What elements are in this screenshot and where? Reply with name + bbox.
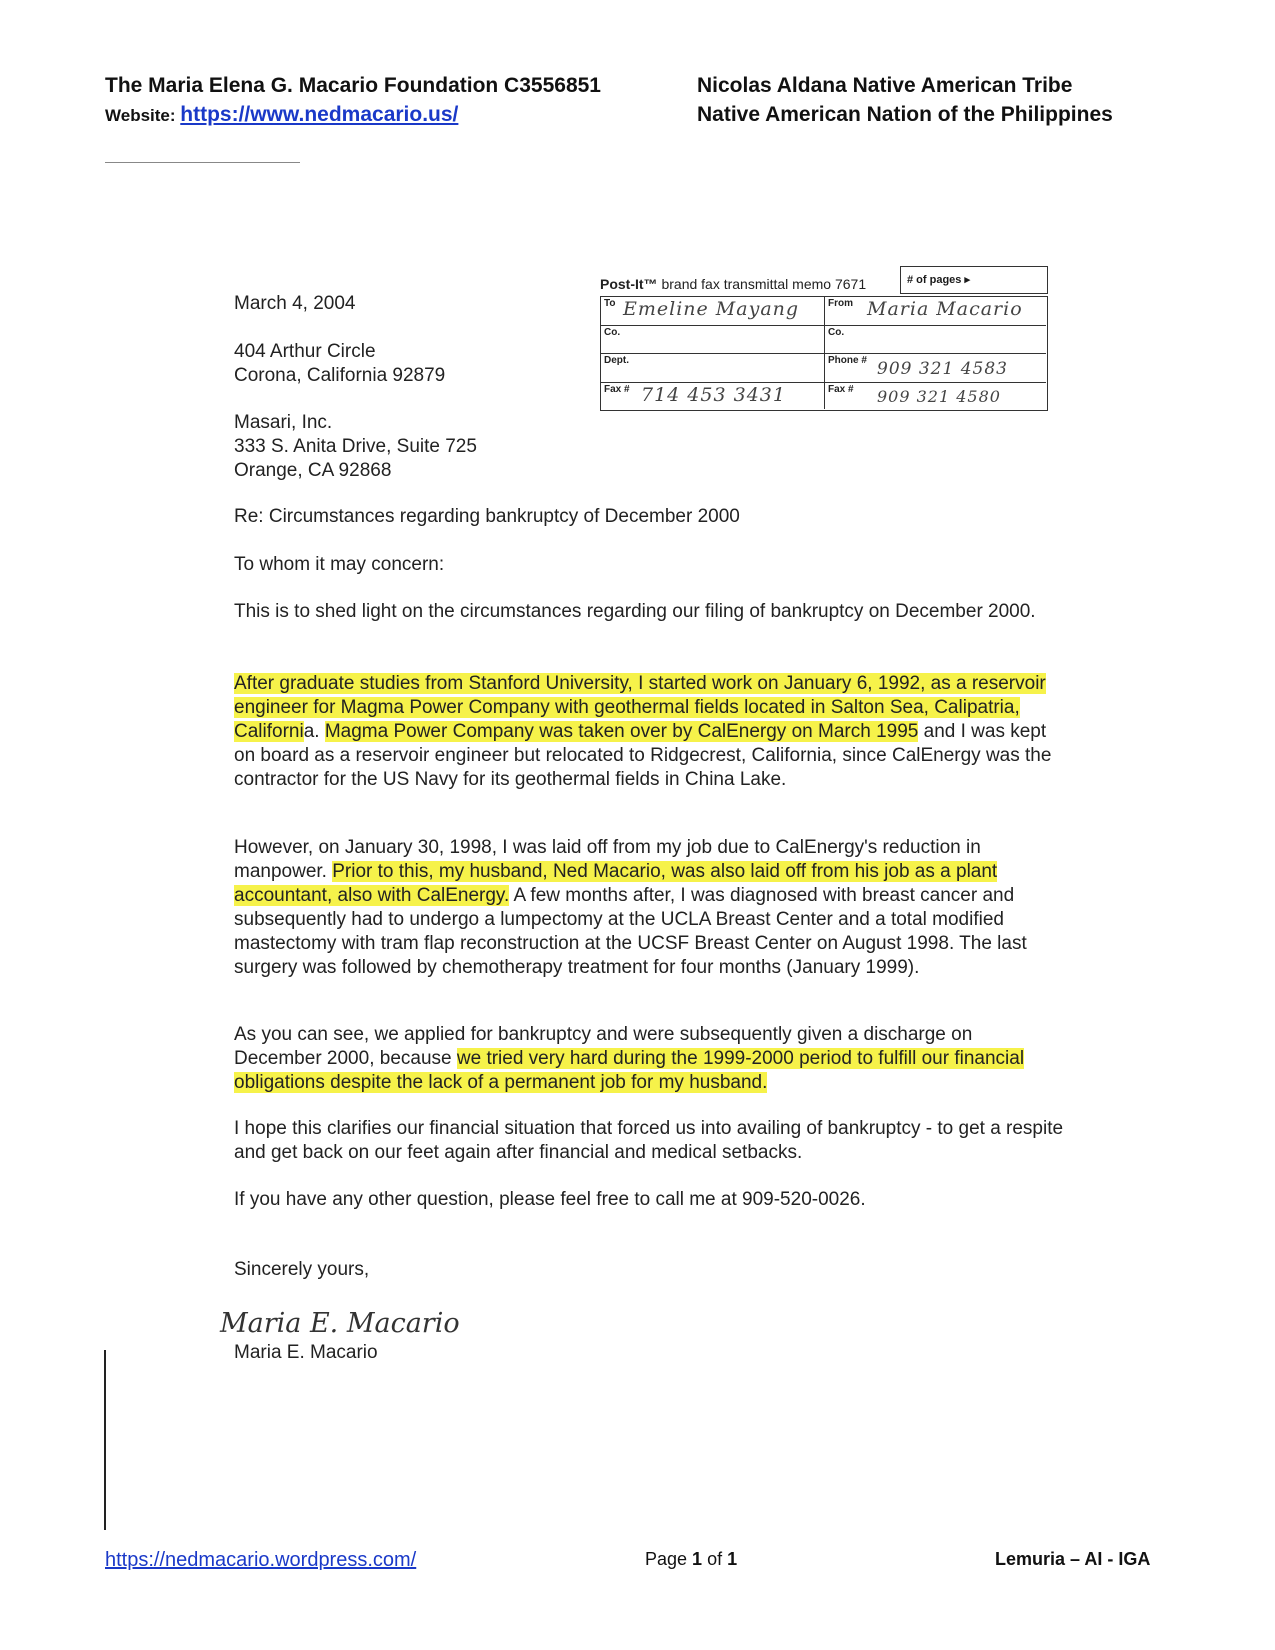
paragraph-3	[234, 836, 1064, 980]
paragraph-1: This is to shed light on the circumstances regarding our filing of bankruptcy on December 2000.	[234, 601, 1036, 622]
page-total: 1	[727, 1549, 738, 1569]
salutation: To whom it may concern:	[234, 554, 445, 575]
fax-fax2-label: Fax #	[828, 384, 854, 395]
fax-to-label: To	[604, 298, 616, 309]
website-label: Website:	[105, 106, 176, 125]
margin-line	[104, 1350, 106, 1530]
highlight-p3: Prior to this, my husband, Ned Macario, was also laid off from his job as a plant accountant, also with CalEnergy.	[234, 861, 998, 906]
p3-text-a: However, on January 30, 1998, I was laid off from my job due to CalEnergy's reduction in manpower.	[234, 837, 981, 882]
footer-url-link[interactable]: https://nedmacario.wordpress.com/	[105, 1549, 417, 1571]
fax-from-value: Maria Macario	[867, 298, 1023, 320]
p3-text-b: A few months after, I was diagnosed with breast cancer and subsequently had to undergo a lumpectomy at the UCLA Breast Center and a total modified mastectomy with tram flap reconstruction at the UCSF Breast Center on August 1998. The last surgery was followed by chemotherapy treatment for four months (January 1999).	[234, 885, 1027, 978]
paragraph-4	[234, 1023, 1064, 1095]
website-link[interactable]: https://www.nedmacario.us/	[180, 103, 459, 126]
page-current: 1	[692, 1549, 703, 1569]
tribe-title: Nicolas Aldana Native American Tribe	[697, 74, 1073, 97]
fax-co-label: Co.	[604, 327, 621, 338]
fax-pages-box: # of pages ▸	[900, 266, 1048, 294]
fax-dept-label: Dept.	[604, 355, 629, 366]
p4-text: As you can see, we applied for bankruptcy and were subsequently given a discharge on December 2000, because	[234, 1024, 973, 1069]
subject-line: Re: Circumstances regarding bankruptcy of December 2000	[234, 506, 740, 527]
recipient-address-line1: 333 S. Anita Drive, Suite 725	[234, 436, 477, 457]
handwritten-signature: Maria E. Macario	[220, 1308, 460, 1339]
paragraph-2	[234, 672, 1064, 792]
fax-fax-label: Fax #	[604, 384, 630, 395]
footer-url-wrap	[105, 1549, 416, 1572]
page-indicator	[645, 1549, 737, 1570]
fax-title-rest: brand fax transmittal memo 7671	[661, 276, 867, 292]
signed-name: Maria E. Macario	[234, 1342, 378, 1363]
p2-text-a: a.	[303, 721, 325, 742]
footer-right-text: Lemuria – AI - IGA	[995, 1549, 1151, 1569]
paragraph-5: I hope this clarifies our financial situation that forced us into availing of bankruptcy - to get a respite and get back on our feet again after financial and medical setbacks.	[234, 1118, 1064, 1163]
fax-phone-value: 909 321 4583	[877, 359, 1008, 379]
closing: Sincerely yours,	[234, 1259, 370, 1280]
paragraph-6: If you have any other question, please feel free to call me at 909-520-0026.	[234, 1189, 866, 1210]
recipient-name: Masari, Inc.	[234, 412, 333, 433]
sender-address-line2: Corona, California 92879	[234, 365, 446, 386]
fax-fax2-value: 909 321 4580	[877, 387, 1001, 406]
fax-co2-label: Co.	[828, 327, 845, 338]
fax-memo-title	[600, 276, 866, 292]
page-prefix: Page	[645, 1549, 693, 1569]
highlight-p2-a: After graduate studies from Stanford University, I started work on January 6, 1992, as a reservoir engineer for Magma Power Company with geothermal fields located in Salton Sea, Calipatria, Californi	[234, 673, 1046, 742]
highlight-p2-b: Magma Power Company was taken over by CalEnergy on March 1995	[324, 721, 919, 742]
fax-fax-value: 714 453 3431	[641, 384, 786, 406]
header-divider	[105, 162, 300, 163]
fax-phone-label: Phone #	[828, 355, 867, 366]
p2-text-b: and I was kept on board as a reservoir engineer but relocated to Ridgecrest, California, since CalEnergy was the contractor for the US Navy for its geothermal fields in China Lake.	[234, 721, 1052, 790]
website-line	[105, 103, 458, 127]
foundation-title: The Maria Elena G. Macario Foundation C3556851	[105, 74, 601, 97]
page-of: of	[702, 1549, 728, 1569]
fax-from-label: From	[828, 298, 853, 309]
highlight-p4: we tried very hard during the 1999-2000 period to fulfill our financial obligations despite the lack of a permanent job for my husband.	[234, 1048, 1025, 1093]
sender-address-line1: 404 Arthur Circle	[234, 341, 376, 362]
nation-title: Native American Nation of the Philippines	[697, 103, 1113, 126]
fax-to-value: Emeline Mayang	[623, 298, 800, 320]
fax-brand: Post-It™	[600, 276, 658, 292]
letter-date: March 4, 2004	[234, 293, 356, 314]
recipient-address-line2: Orange, CA 92868	[234, 460, 392, 481]
